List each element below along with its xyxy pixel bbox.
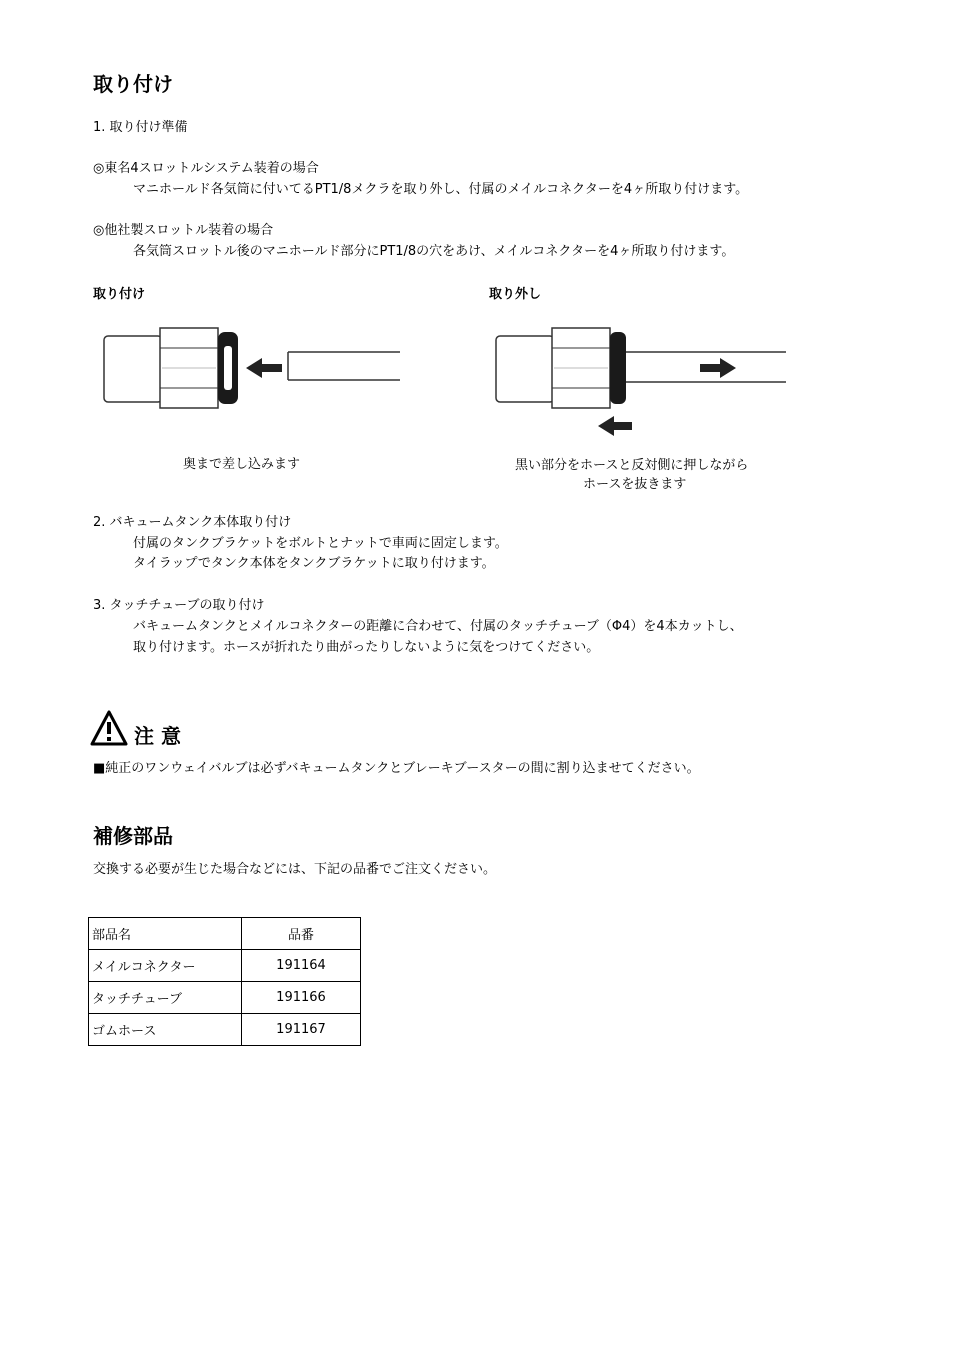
parts-table bbox=[88, 917, 361, 1046]
section-title-parts: 補修部品 bbox=[93, 824, 173, 848]
step3-line2: 取り付けます。ホースが折れたり曲がったりしないように気をつけてください。 bbox=[133, 640, 600, 655]
step3-heading: 3. タッチチューブの取り付け bbox=[93, 598, 265, 613]
case1-body: マニホールド各気筒に付いてるPT1/8メクラを取り外し、付属のメイルコネクターを4ヶ所取り付けます。 bbox=[133, 182, 749, 197]
step3-line1: バキュームタンクとメイルコネクターの距離に合わせて、付属のタッチチューブ（Φ4）を4本カットし、 bbox=[133, 619, 743, 634]
part-number-cell: 191164 bbox=[242, 950, 361, 982]
table-row bbox=[89, 950, 361, 982]
case1-heading: ◎東名4スロットルシステム装着の場合 bbox=[93, 161, 319, 176]
figure-label-detach: 取り外し bbox=[489, 287, 542, 302]
parts-intro: 交換する必要が生じた場合などには、下記の品番でご注文ください。 bbox=[93, 862, 497, 877]
table-row bbox=[89, 1014, 361, 1046]
detach-diagram bbox=[494, 322, 789, 442]
step2-heading: 2. バキュームタンク本体取り付け bbox=[93, 515, 292, 530]
detach-caption-line1: 黒い部分をホースと反対側に押しながら bbox=[515, 458, 749, 473]
section-title-install: 取り付け bbox=[93, 72, 173, 96]
part-number-cell: 191167 bbox=[242, 1014, 361, 1046]
part-name-cell: ゴムホース bbox=[89, 1014, 242, 1046]
warning-icon bbox=[90, 710, 128, 746]
caution-title: 注 意 bbox=[134, 724, 181, 748]
attach-caption: 奥まで差し込みます bbox=[183, 457, 301, 472]
table-header-cell: 部品名 bbox=[89, 918, 242, 950]
table-header-row bbox=[89, 918, 361, 950]
caution-text: ■純正のワンウェイバルブは必ずバキュームタンクとブレーキブースターの間に割り込ませてください。 bbox=[93, 761, 700, 776]
figure-label-attach: 取り付け bbox=[93, 287, 146, 302]
step2-line2: タイラップでタンク本体をタンクブラケットに取り付けます。 bbox=[133, 556, 495, 571]
detach-caption-line2: ホースを抜きます bbox=[583, 477, 687, 492]
table-header-cell: 品番 bbox=[242, 918, 361, 950]
case2-body: 各気筒スロットル後のマニホールド部分にPT1/8の穴をあけ、メイルコネクターを4ヶ所取り付けます。 bbox=[133, 244, 735, 259]
attach-diagram bbox=[100, 322, 405, 414]
table-row bbox=[89, 982, 361, 1014]
part-name-cell: メイルコネクター bbox=[89, 950, 242, 982]
step1-heading: 1. 取り付け準備 bbox=[93, 120, 188, 135]
step2-line1: 付属のタンクブラケットをボルトとナットで車両に固定します。 bbox=[133, 536, 508, 551]
part-name-cell: タッチチューブ bbox=[89, 982, 242, 1014]
part-number-cell: 191166 bbox=[242, 982, 361, 1014]
case2-heading: ◎他社製スロットル装着の場合 bbox=[93, 223, 274, 238]
